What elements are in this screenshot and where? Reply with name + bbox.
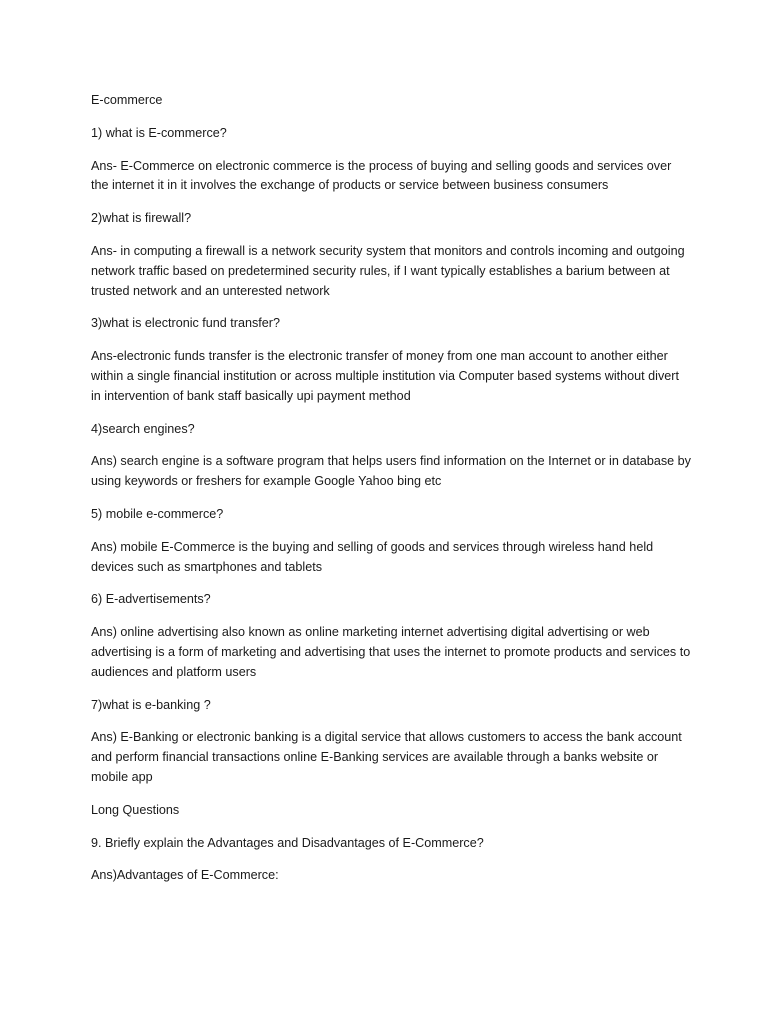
answer-9-start: Ans)Advantages of E-Commerce: <box>91 868 279 883</box>
answer-6: Ans) online advertising also known as online marketing internet advertising digital advertising or web advertising is a form of marketing and advertising that uses the internet to promote products and services to audiences and platform users <box>91 625 691 679</box>
answer-2: Ans- in computing a firewall is a network security system that monitors and controls incoming and outgoing network traffic based on predetermined security rules, if I want typically establishes a barium between at trusted network and an unterested network <box>91 243 685 298</box>
question-4: 4)search engines? <box>91 421 195 436</box>
question-7: 7)what is e-banking ? <box>91 697 211 712</box>
question-2: 2)what is firewall? <box>91 211 192 226</box>
answer-1: Ans- E-Commerce on electronic commerce is the process of buying and selling goods and services over the internet it in it involves the exchange of products or service between business consumers <box>91 158 672 193</box>
question-9: 9. Briefly explain the Advantages and Disadvantages of E-Commerce? <box>91 835 484 850</box>
question-1: 1) what is E-commerce? <box>91 125 227 140</box>
document-body <box>91 91 691 899</box>
question-3: 3)what is electronic fund transfer? <box>91 316 280 331</box>
question-5: 5) mobile e-commerce? <box>91 506 224 521</box>
question-6: 6) E-advertisements? <box>91 592 211 607</box>
answer-5: Ans) mobile E-Commerce is the buying and selling of goods and services through wireless hand held devices such as smartphones and tablets <box>91 539 654 574</box>
answer-3: Ans-electronic funds transfer is the electronic transfer of money from one man account to another either within a single financial institution or across multiple institution via Computer based systems without divert in intervention of bank staff basically upi payment method <box>91 349 679 403</box>
answer-7: Ans) E-Banking or electronic banking is a digital service that allows customers to access the bank account and perform financial transactions online E-Banking services are available through a banks website or mobile app <box>91 730 682 784</box>
answer-4: Ans) search engine is a software program that helps users find information on the Internet or in database by using keywords or freshers for example Google Yahoo bing etc <box>91 454 691 489</box>
document-title: E-commerce <box>91 93 163 107</box>
section-heading: Long Questions <box>91 802 180 817</box>
